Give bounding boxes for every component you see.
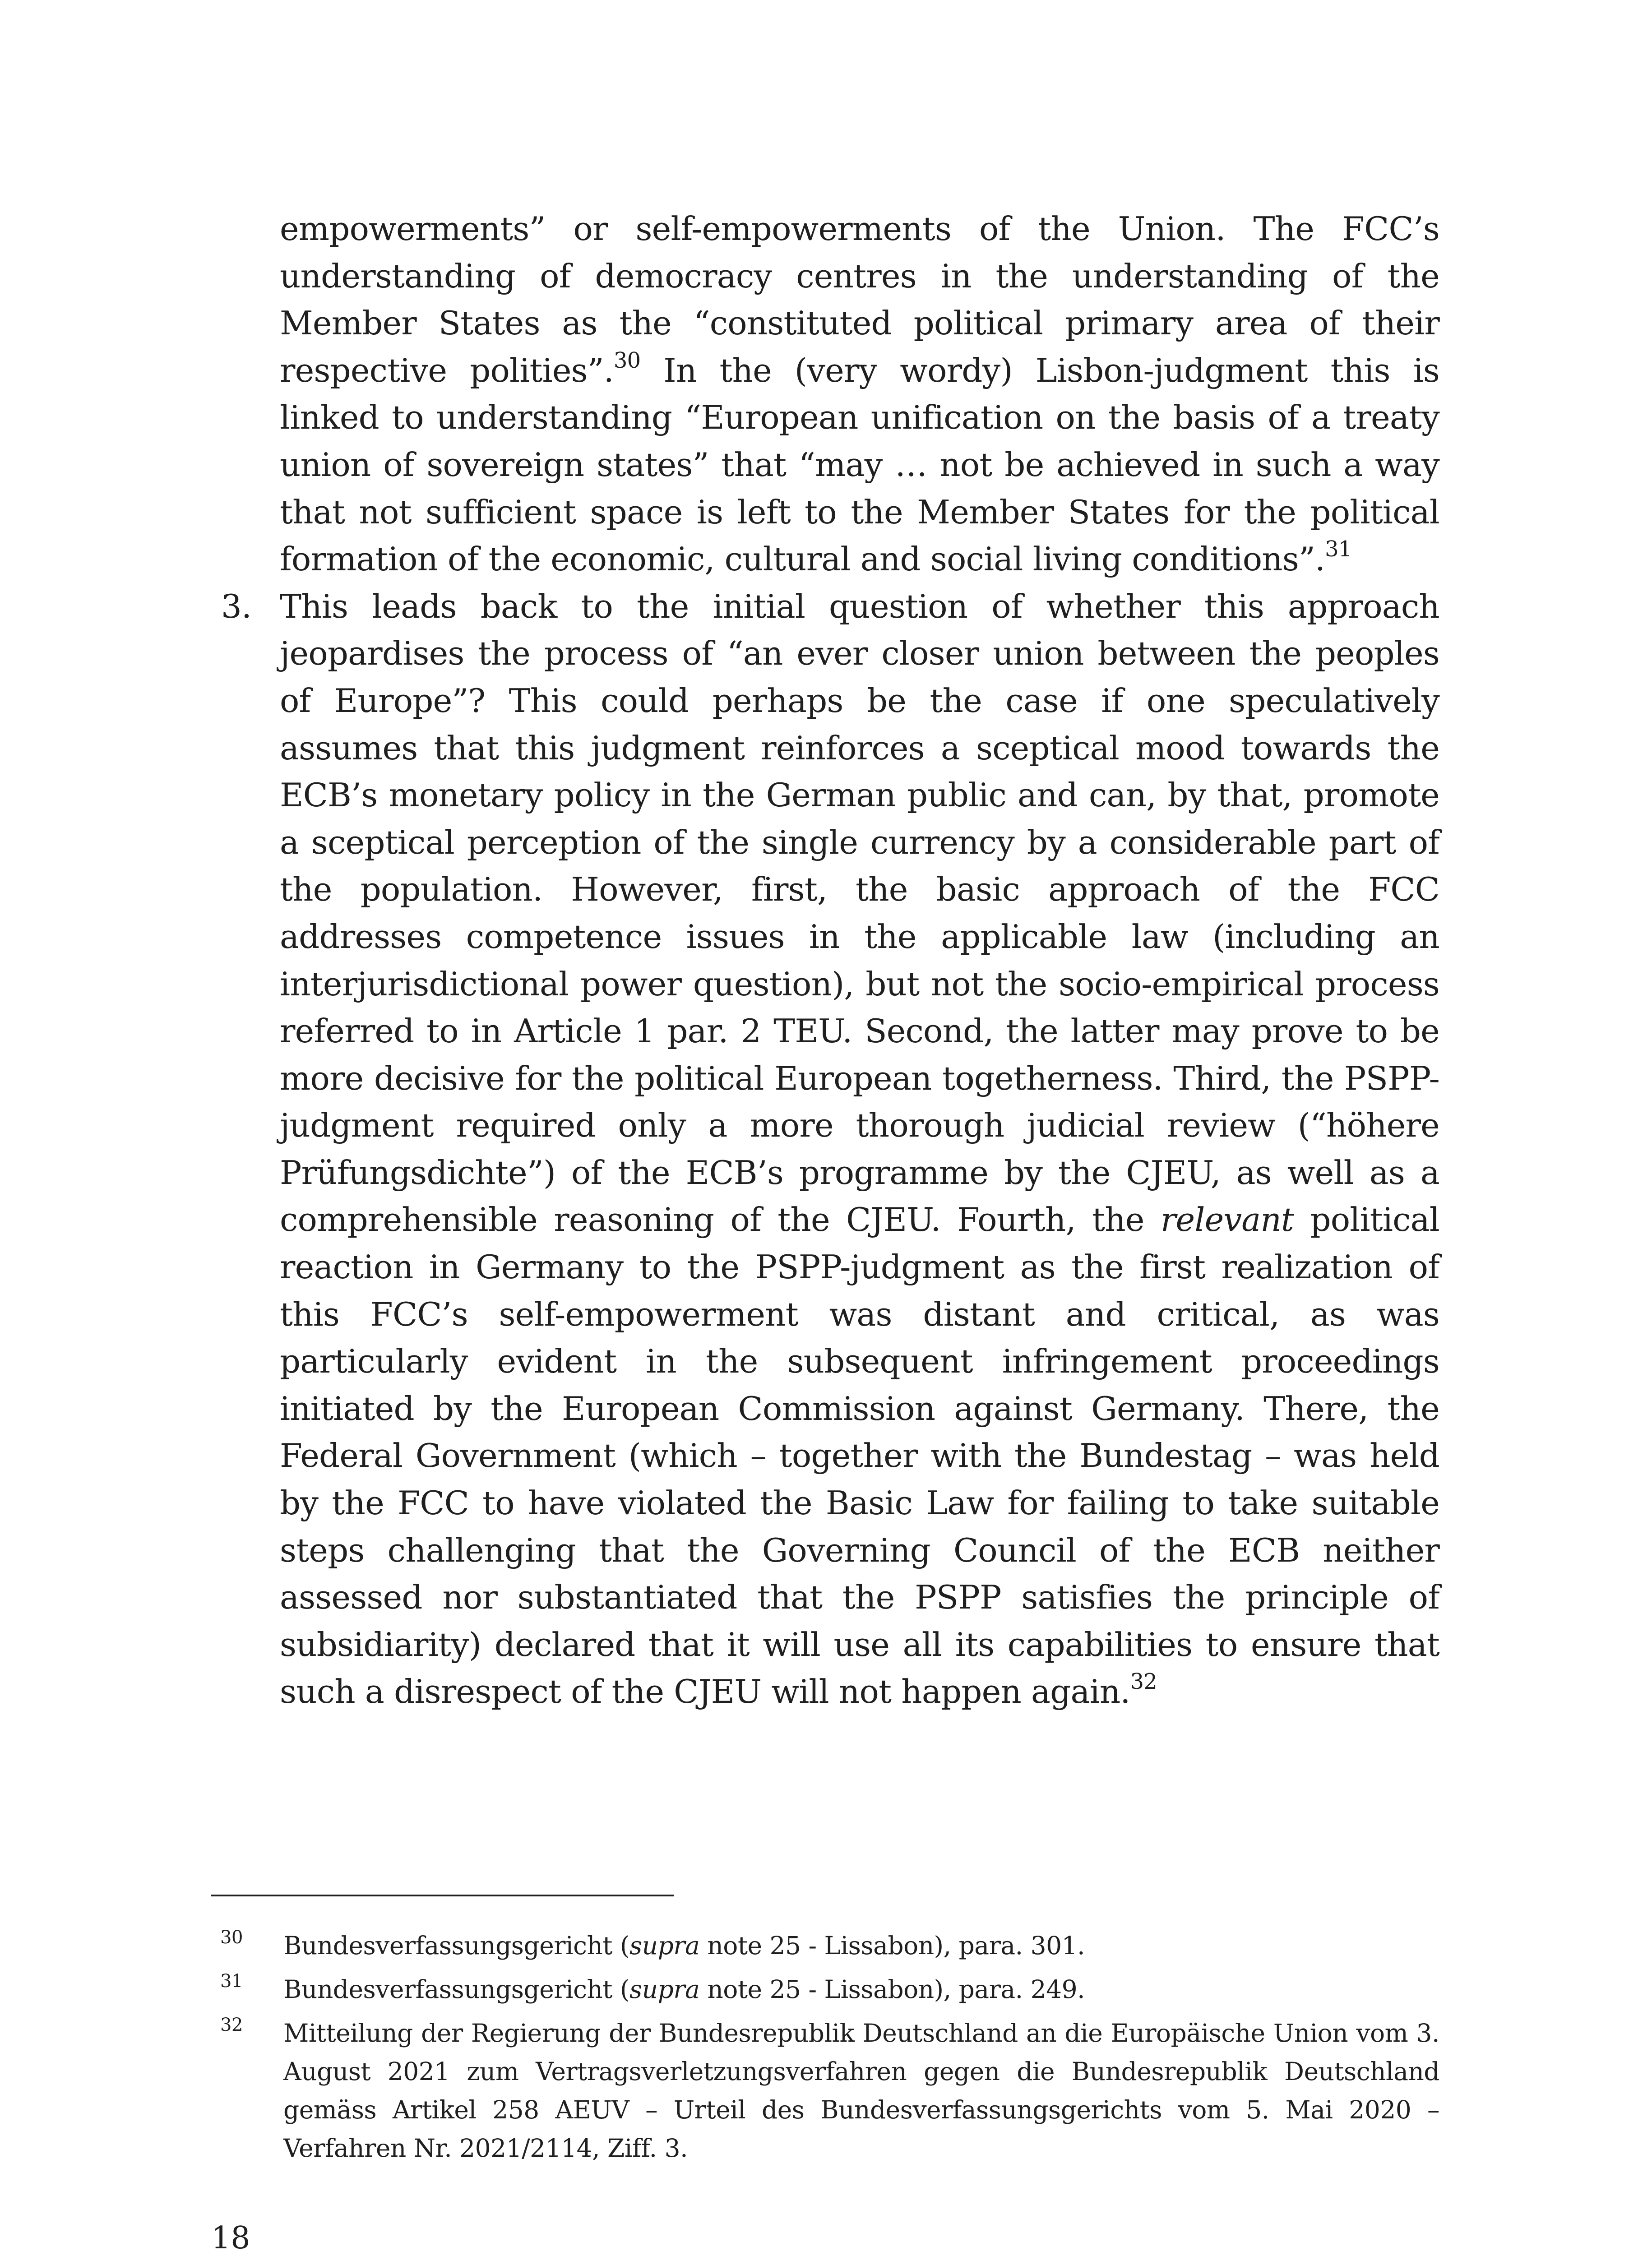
footnote-italic: supra bbox=[629, 1975, 700, 2004]
footnote-30 bbox=[211, 1927, 1439, 1965]
footnote-text: Mitteilung der Regierung der Bundesrepublik Deutschland an die Europäische Union vom 3. August 2021 zum Vertragsverletzungsverfahren gegen die Bundesrepublik Deutschland gemäss Artikel 258 AEUV – Urteil des Bundesverfassungsgerichts vom 5. Mai 2020 – Verfahren Nr. 2021/2114, Ziff. 3. bbox=[283, 2019, 1439, 2163]
footnote-text: Bundesverfassungsgericht ( bbox=[283, 1975, 629, 2004]
paragraph-text: In the (very wordy) Lisbon-judgment this is linked to understanding “European unification on the basis of a treaty union of sovereign states” that “may … not be achieved in such a way that not sufficient space is left to the Member States for the political formation of the economic, cultural and social living conditions”. bbox=[280, 351, 1439, 578]
footnote-text: note 25 - Lissabon), para. 249. bbox=[699, 1975, 1085, 2004]
footnote-number: 31 bbox=[220, 1971, 243, 1992]
emphasis-text: relevant bbox=[1160, 1201, 1294, 1239]
paragraph-text: political reaction in Germany to the PSPP-judgment as the first realization of this FCC’s self-empowerment was distant and critical, as was particularly evident in the subsequent infringement proceedings initiated by the European Commission against Germany. There, the Federal Government (which – together with the Bundestag – was held by the FCC to have violated the Basic Law for failing to take suitable steps challenging that the Governing Council of the ECB neither assessed nor substantiated that the PSPP satisfies the principle of subsidiarity) declared that it will use all its capabilities to ensure that such a disrespect of the CJEU will not happen again. bbox=[280, 1201, 1439, 1711]
list-item-text bbox=[280, 583, 1439, 1715]
page-number: 18 bbox=[211, 2220, 250, 2256]
footnote-text: Bundesverfassungsgericht ( bbox=[283, 1931, 629, 1960]
footnote-reference[interactable]: 31 bbox=[1325, 536, 1352, 562]
paragraph-text: This leads back to the initial question of whether this approach jeopardises the process of “an ever closer union between the peoples of Europe”? This could perhaps be the case if one speculatively assumes that this judgment reinforces a sceptical mood towards the ECB’s monetary policy in the German public and can, by that, promote a sceptical perception of the single currency by a considerable part of the population. However, first, the basic approach of the FCC addresses competence issues in the applicable law (including an interjurisdictional power question), but not the socio-empirical process referred to in Article 1 par. 2 TEU. Second, the latter may prove to be more decisive for the political European togetherness. Third, the PSPP-judgment required only a more thorough judicial review (“höhere Prüfungsdichte”) of the ECB’s programme by the CJEU, as well as a comprehensible reasoning of the CJEU. Fourth, the bbox=[280, 587, 1439, 1239]
footnote-reference[interactable]: 32 bbox=[1130, 1669, 1157, 1695]
footnote-number: 30 bbox=[220, 1927, 243, 1948]
paragraph-text: empowerments” or self-empowerments of the Union. The FCC’s understanding of democracy centres in the understanding of the Member States as the “constituted political primary area of their respective polities”. bbox=[280, 210, 1439, 389]
footnote-divider bbox=[211, 1895, 674, 1896]
list-item-3 bbox=[221, 583, 1439, 1715]
footnote-32 bbox=[211, 2014, 1439, 2168]
footnotes bbox=[211, 1927, 1439, 2173]
footnote-reference[interactable]: 30 bbox=[613, 347, 641, 373]
footnote-text: note 25 - Lissabon), para. 301. bbox=[699, 1931, 1085, 1960]
footnote-31 bbox=[211, 1970, 1439, 2009]
footnote-number: 32 bbox=[220, 2015, 243, 2035]
footnote-italic: supra bbox=[629, 1931, 700, 1960]
paragraph-continuation bbox=[280, 205, 1439, 583]
main-text bbox=[221, 205, 1439, 1715]
list-item-number: 3. bbox=[221, 587, 252, 625]
